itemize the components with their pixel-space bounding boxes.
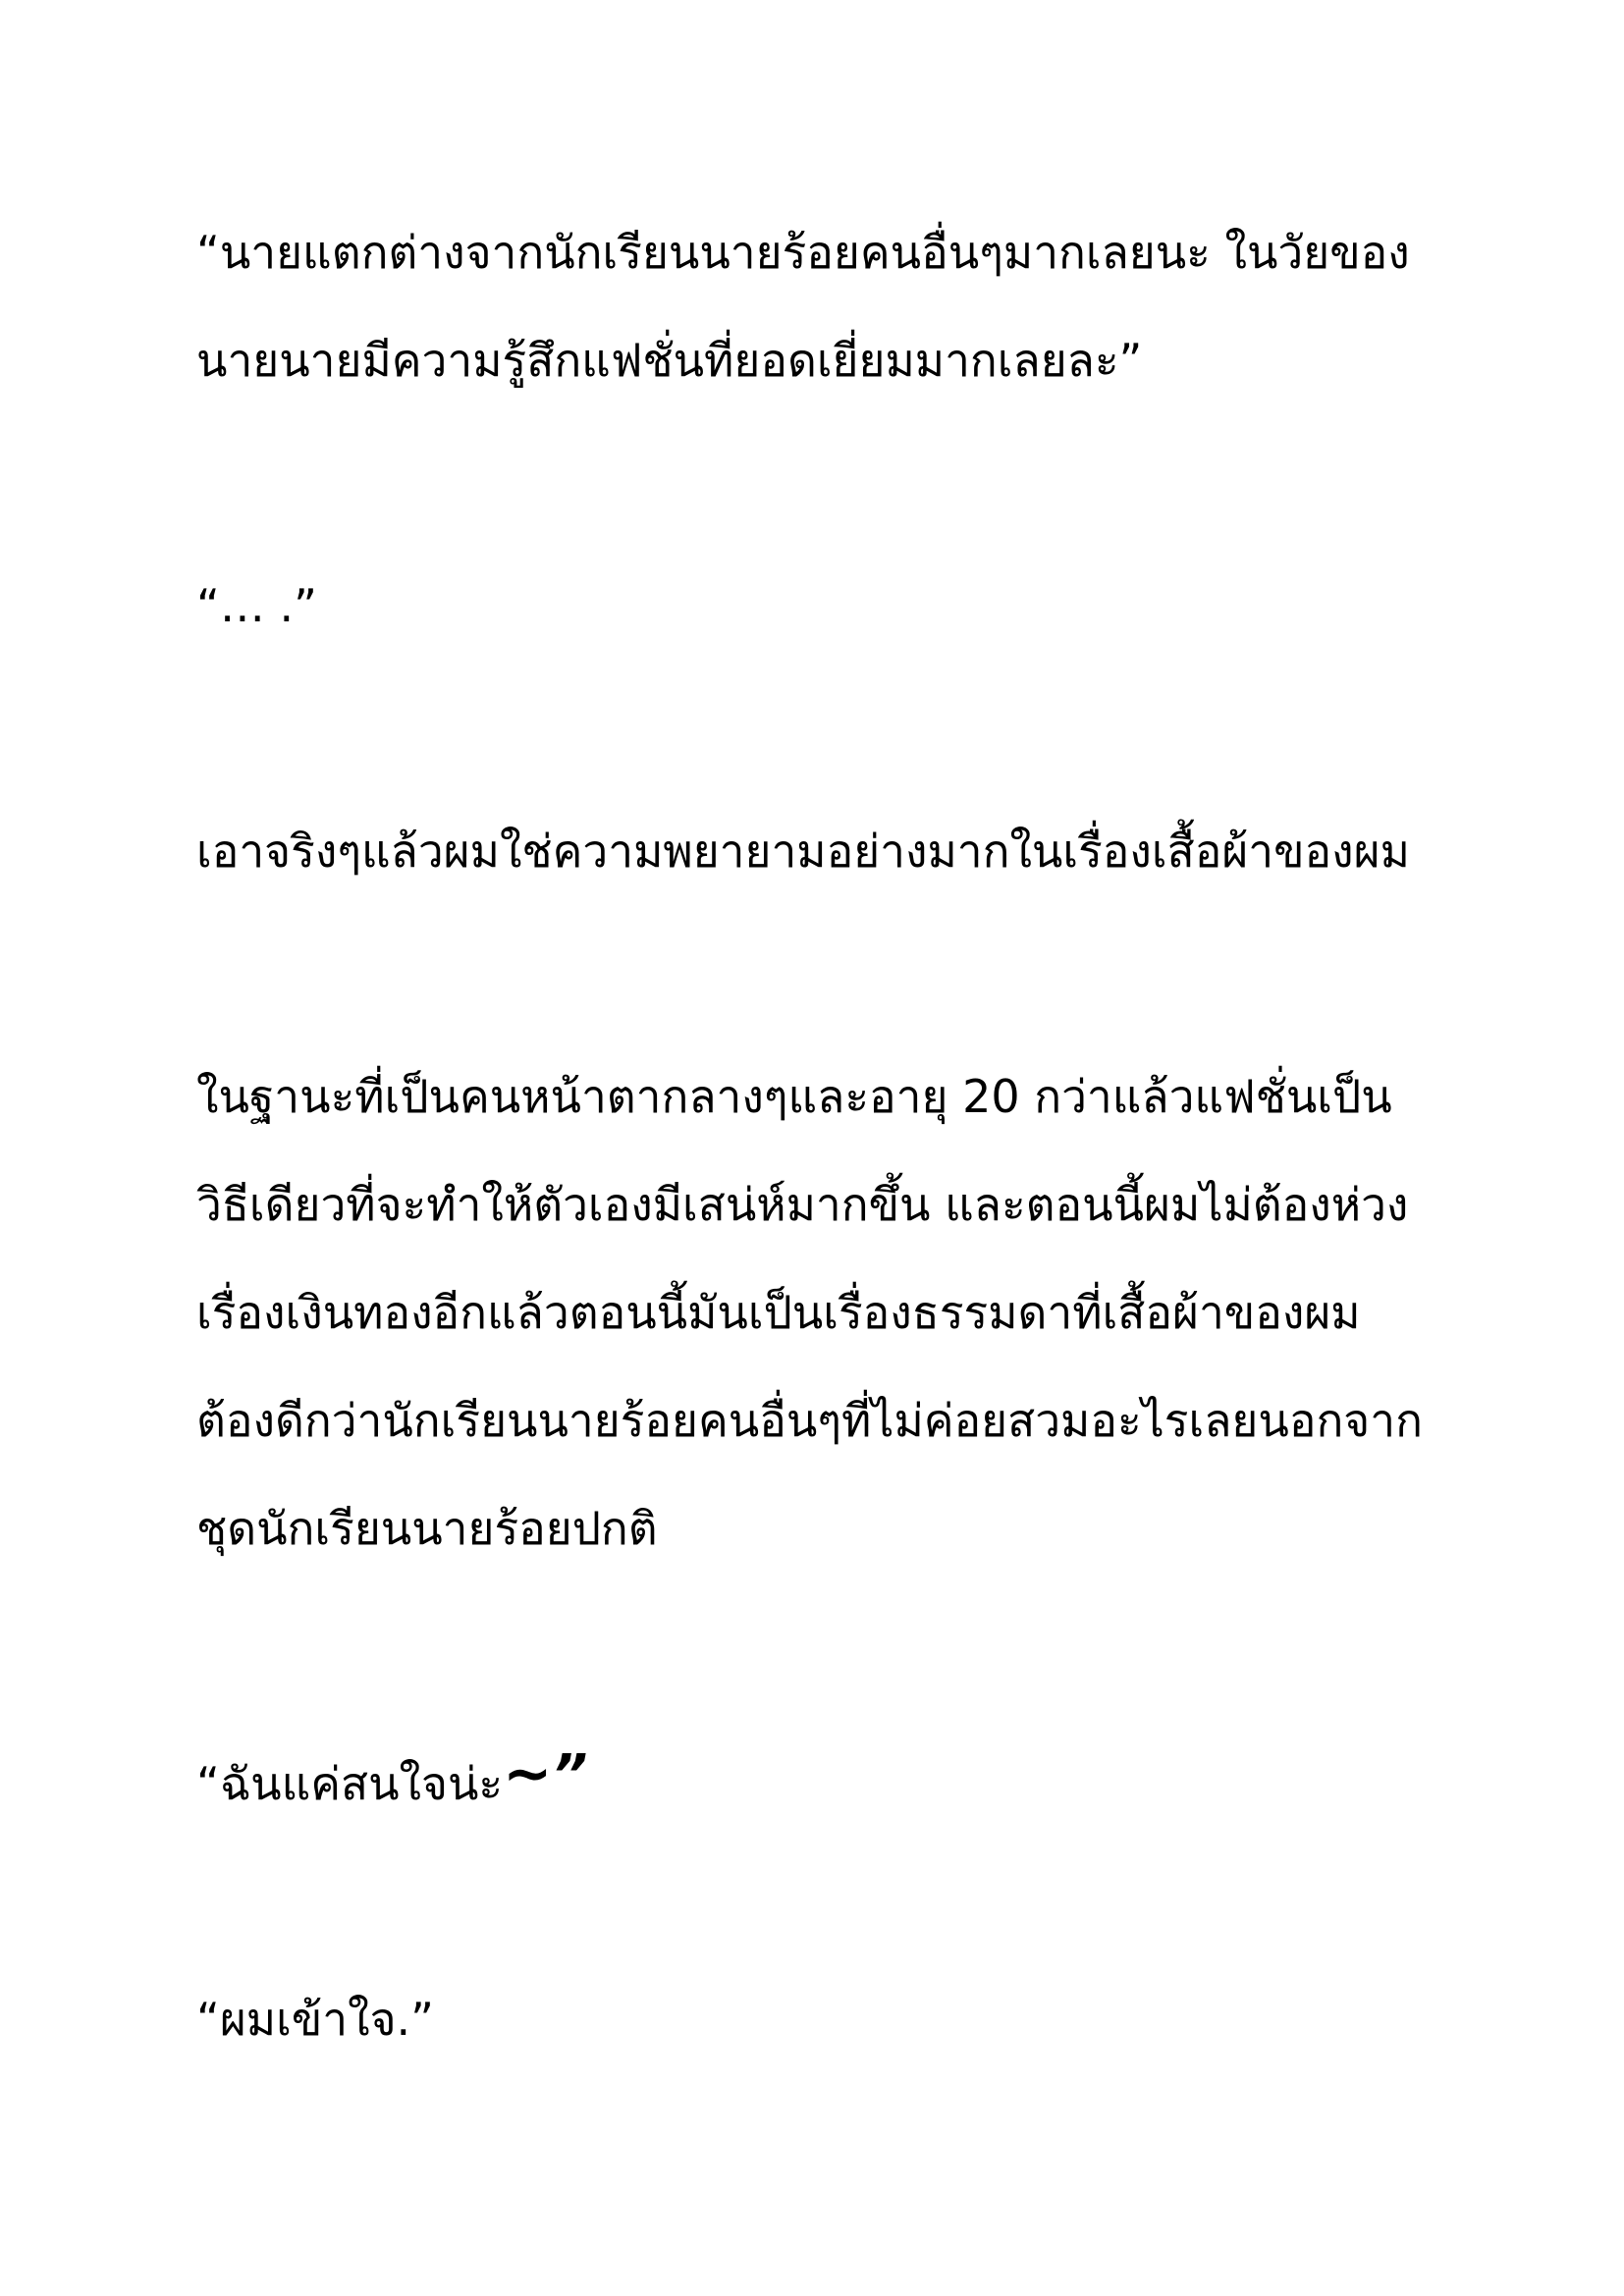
paragraph-3-line-1: เอาจริงๆแล้วผมใช่ความพยายามอย่างมากในเรื่องเสื้อผ้าของผม (196, 825, 1410, 878)
closing-quote: ” (552, 1743, 588, 1807)
ellipsis-dialogue: “… .” (196, 579, 317, 632)
paragraph-4-line-3: เรื่องเงินทองอีกแล้วตอนนี้มันเป็นเรื่องธรรมดาที่เสื้อผ้าของผม (196, 1286, 1361, 1339)
dialogue-understand: “ผมเข้าใจ.” (196, 1993, 434, 2046)
paragraph-4-line-2: วิธีเดียวที่จะทำให้ตัวเองมีเสน่ห์มากขึ้น และตอนนี้ผมไม่ต้องห่วง (196, 1178, 1409, 1231)
paragraph-4-line-1: ในฐานะที่เป็นคนหน้าตากลางๆและอายุ 20 กว่าแล้วแฟชั่นเป็น (196, 1070, 1392, 1123)
dialogue-interested (196, 1739, 1492, 1815)
paragraph-1-line-2: นายนายมีความรู้สึกแฟชั่นที่ยอดเยี่ยมมากเลยละ” (196, 334, 1143, 387)
dialogue-interested-text: “ฉันแค่สนใจน่ะ (196, 1757, 504, 1810)
paragraph-4-line-4: ต้องดีกว่านักเรียนนายร้อยคนอื่นๆที่ไม่ค่อยสวมอะไรเลยนอกจาก (196, 1394, 1423, 1447)
paragraph-4-line-5: ชุดนักเรียนนายร้อยปกติ (196, 1502, 658, 1555)
tilde-mark: ~ (503, 1739, 553, 1808)
paragraph-1-line-1: “นายแตกต่างจากนักเรียนนายร้อยคนอื่นๆมากเลยนะ ในวัยของ (196, 226, 1410, 279)
